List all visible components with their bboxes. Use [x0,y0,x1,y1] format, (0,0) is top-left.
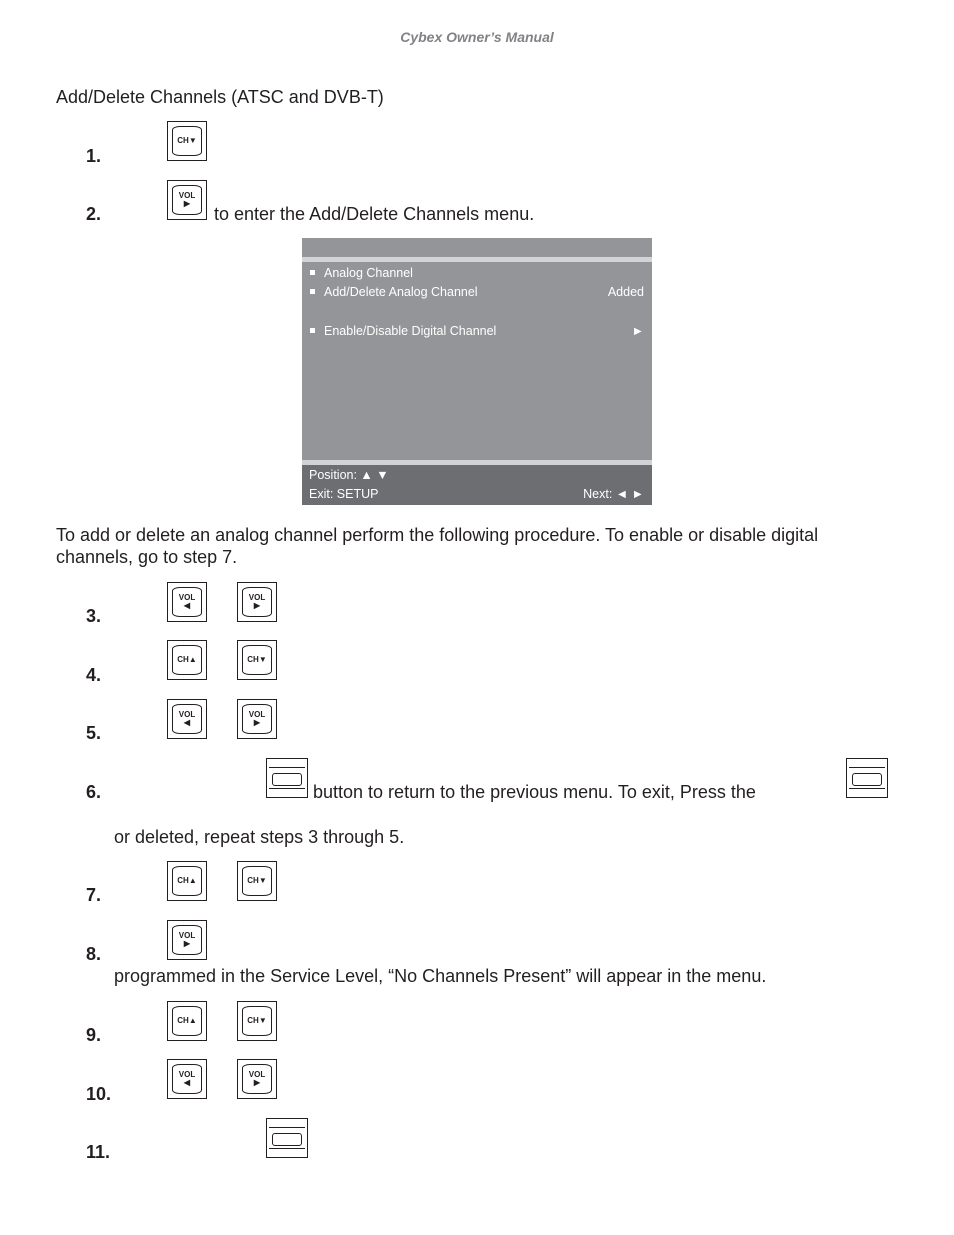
bullet-icon [310,289,315,294]
section-title: Add/Delete Channels (ATSC and DVB-T) [56,87,384,107]
step-number-6: 6. [86,782,102,802]
step-number-11: 11. [86,1142,111,1162]
step-number-3: 3. [86,606,102,626]
procedure-paragraph: To add or delete an analog channel perform the following procedure. To enable or disable digital channels, go to step 7. [56,525,819,567]
vol-right-button-icon: VOL ▶ [167,180,207,220]
menu-item-analog-channel: Analog Channel [310,266,413,280]
vol-right-button-icon: VOL ▶ [167,920,207,960]
ch-down-button-icon: CH▼ [237,640,277,680]
ch-up-button-icon: CH▲ [167,1001,207,1041]
menu-footer-position: Position: ▲ ▼ [309,468,389,482]
menu-footer-next: Next: ◄ ► [583,487,644,501]
vol-right-button-icon: VOL ▶ [237,1059,277,1099]
step6-text-b: or deleted, repeat steps 3 through 5. [114,827,405,847]
setup-button-icon [266,758,308,798]
step-number-10: 10. [86,1084,112,1104]
vol-left-button-icon: VOL ◀ [167,1059,207,1099]
vol-left-button-icon: VOL ◀ [167,699,207,739]
menu-item-add-delete-analog-value: Added [607,285,644,299]
ch-down-button-icon: CH▼ [167,121,207,161]
add-delete-channels-menu [302,238,652,505]
menu-item-enable-disable-digital: Enable/Disable Digital Channel [310,324,496,338]
setup-button-icon [846,758,888,798]
setup-button-icon [266,1118,308,1158]
menu-item-enable-disable-digital-arrow: ► [631,324,644,338]
ch-up-button-icon: CH▲ [167,640,207,680]
bullet-icon [310,270,315,275]
step2-text: to enter the Add/Delete Channels menu. [214,204,535,224]
bullet-icon [310,328,315,333]
step-number-8: 8. [86,944,102,964]
step-number-9: 9. [86,1025,102,1045]
vol-left-button-icon: VOL ◀ [167,582,207,622]
step-number-4: 4. [86,665,102,685]
step-number-5: 5. [86,723,102,743]
ch-up-button-icon: CH▲ [167,861,207,901]
step8-text: programmed in the Service Level, “No Channels Present” will appear in the menu. [114,966,767,986]
step6-text-a: button to return to the previous menu. To exit, Press the [313,782,756,802]
ch-down-button-icon: CH▼ [237,861,277,901]
menu-footer-exit: Exit: SETUP [309,487,379,501]
ch-down-button-icon: CH▼ [237,1001,277,1041]
step-number-7: 7. [86,885,102,905]
vol-right-button-icon: VOL ▶ [237,582,277,622]
running-header: Cybex Owner’s Manual [400,29,554,45]
menu-item-add-delete-analog: Add/Delete Analog Channel [310,285,478,299]
menu-title-bar [302,238,652,257]
vol-right-button-icon: VOL ▶ [237,699,277,739]
step-number-1: 1. [86,146,102,166]
step-number-2: 2. [86,204,102,224]
